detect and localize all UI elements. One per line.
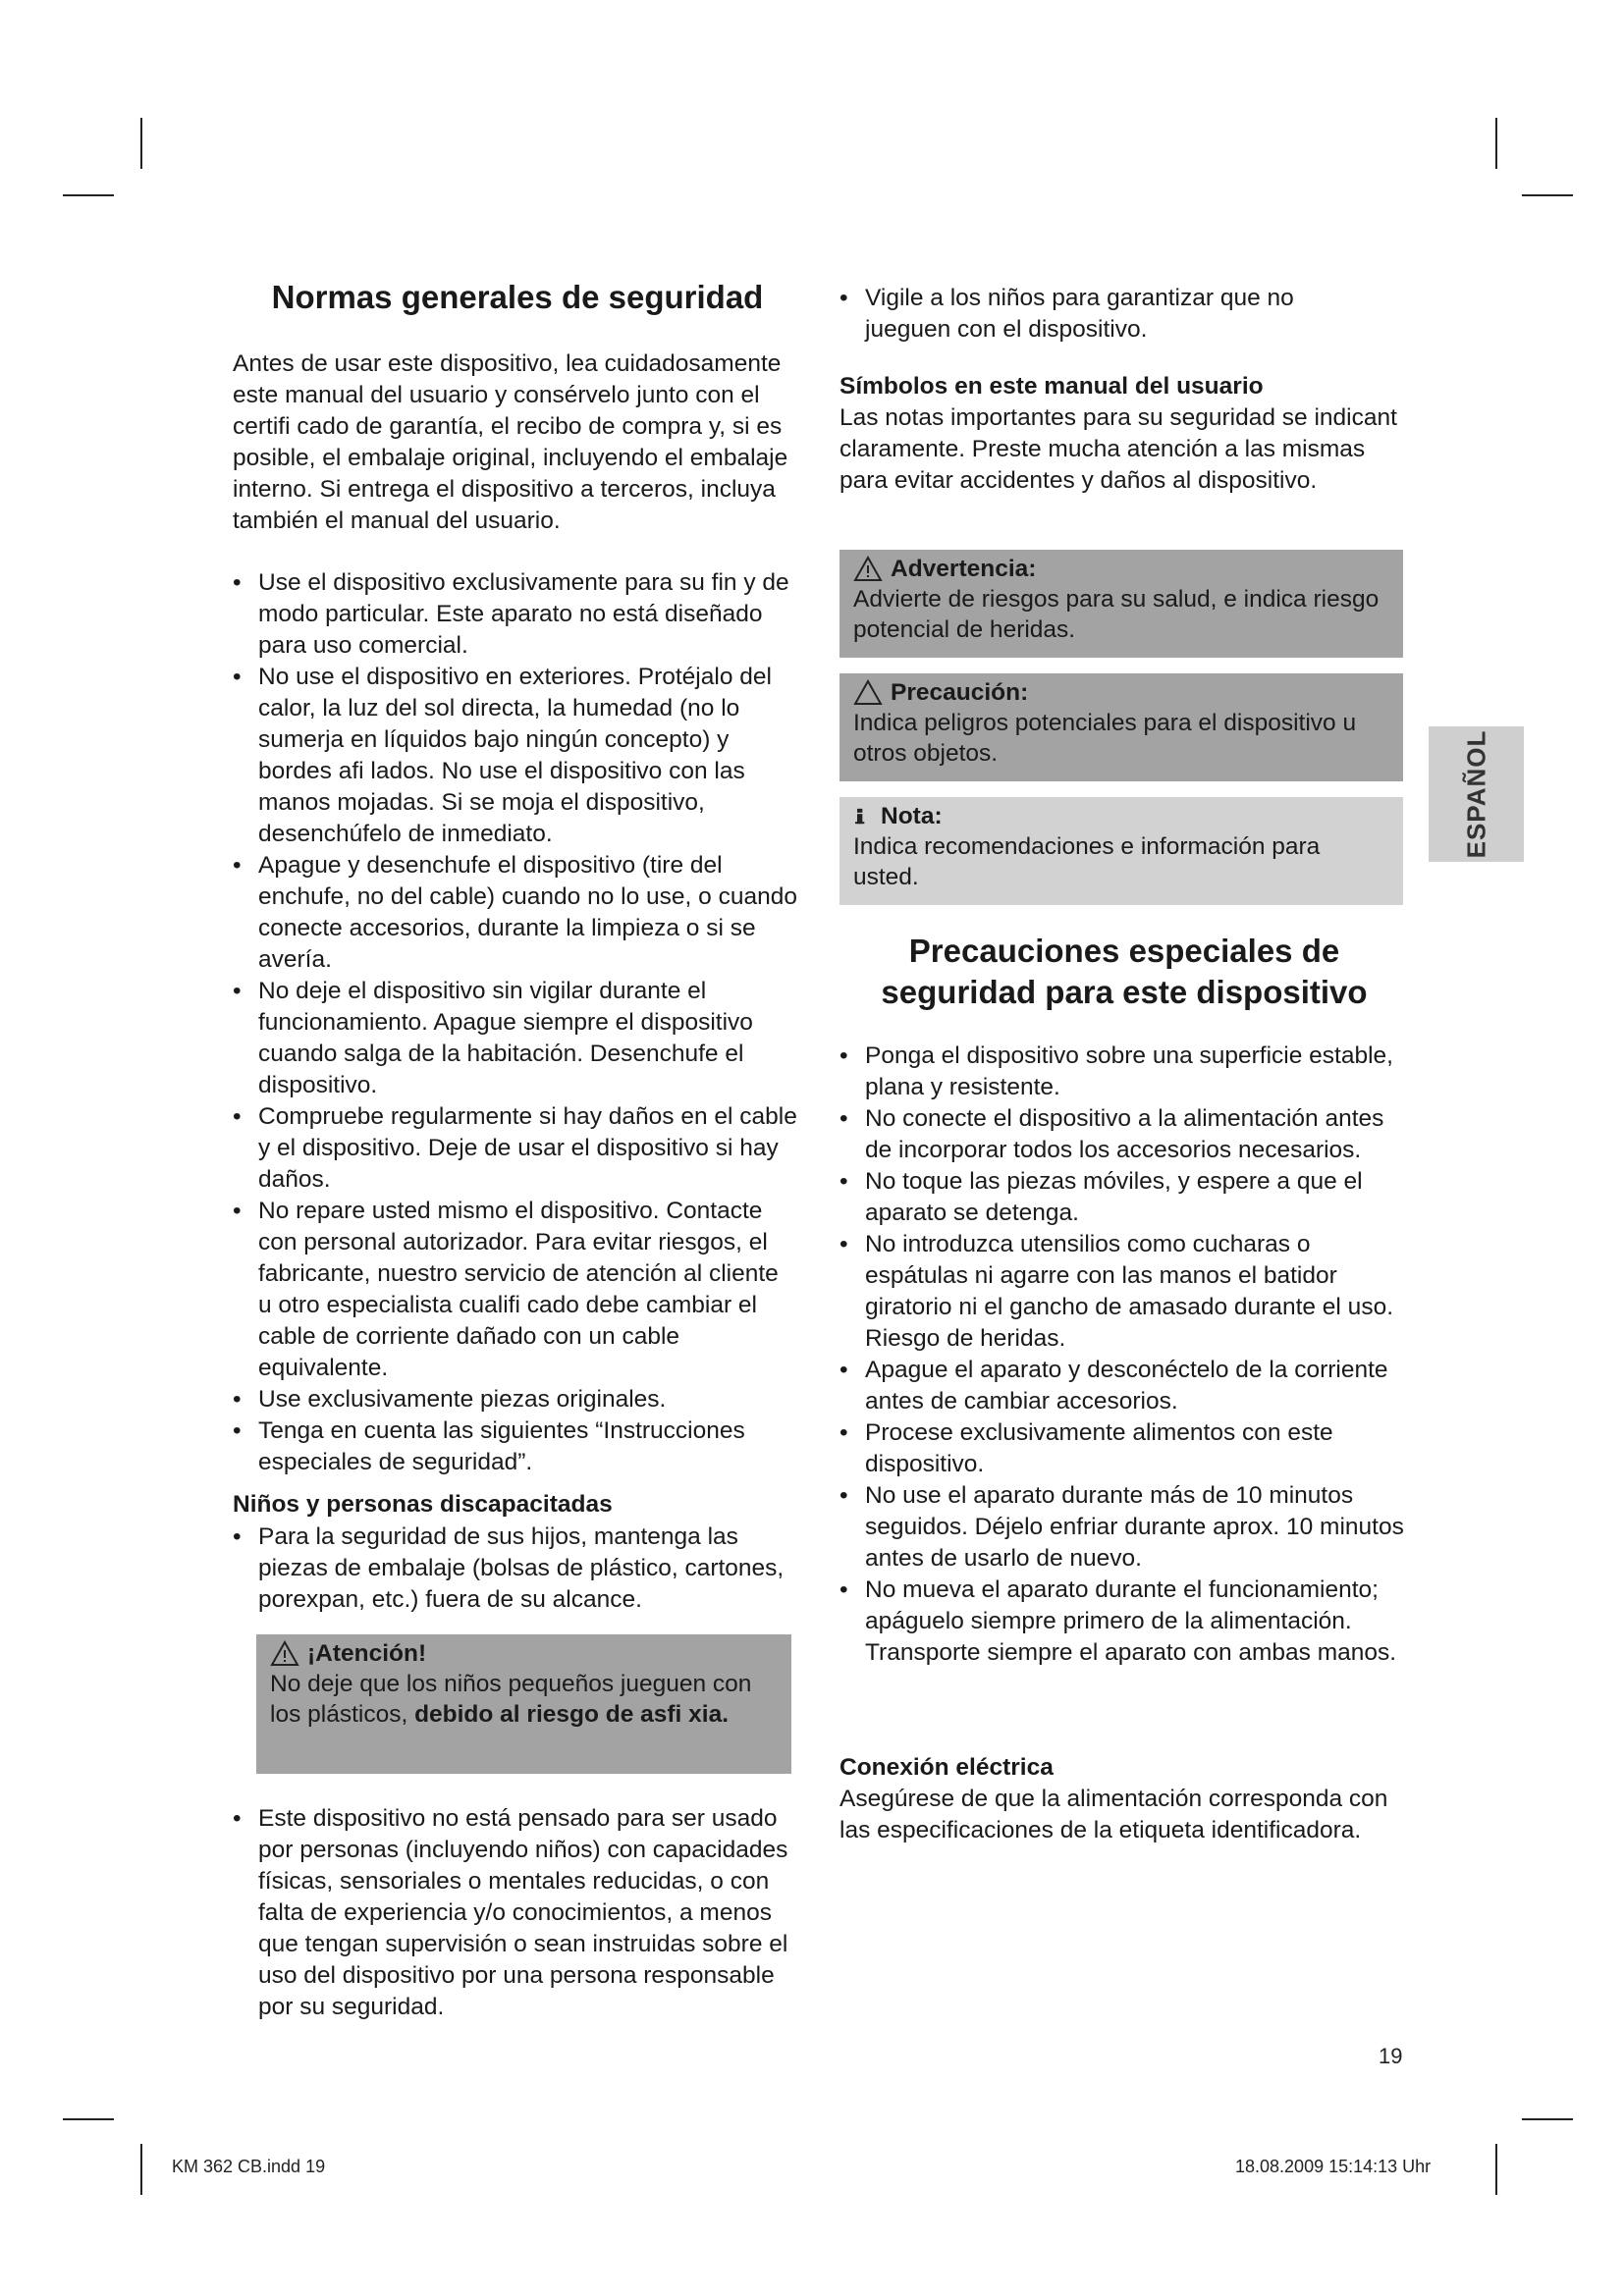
watch-children-list [839,283,1370,346]
warning-triangle-icon [270,1640,299,1667]
list-item: • Tenga en cuenta las siguientes “Instrucciones especiales de seguridad”. [233,1417,745,1475]
list-item: • Compruebe regularmente si hay daños en el cable y el dispositivo. Deje de usar el dispositivo si hay daños. [233,1103,797,1193]
note-box [839,797,1403,905]
page-number: 19 [1379,2044,1403,2068]
crop-mark [1522,194,1573,196]
note-heading: Nota: [853,801,1389,831]
section-title-special-precautions: Precauciones especiales de seguridad para este dispositivo [881,933,1368,1010]
info-icon [853,803,873,829]
list-item: • Use exclusivamente piezas originales. [233,1386,667,1413]
list-item: • Procese exclusivamente alimentos con este dispositivo. [839,1419,1333,1477]
caution-triangle-icon [853,679,883,706]
crop-mark [140,2144,142,2195]
caution-box [839,673,1403,781]
list-item: • Vigile a los niños para garantizar que no jueguen con el dispositivo. [839,285,1294,343]
list-item: • Apague el aparato y desconéctelo de la corriente antes de cambiar accesorios. [839,1357,1388,1415]
footer-file-info: KM 362 CB.indd 19 [172,2157,326,2176]
list-item: • Use el dispositivo exclusivamente para su fin y de modo particular. Este aparato no está diseñado para uso comercial. [233,569,789,659]
list-item: • No toque las piezas móviles, y espere a que el aparato se detenga. [839,1168,1363,1226]
list-item: • No deje el dispositivo sin vigilar durante el funcionamiento. Apague siempre el dispositivo cuando salga de la habitación. Desenchufe el dispositivo. [233,978,753,1098]
caution-text: Indica peligros potenciales para el dispositivo u otros objetos. [853,710,1357,767]
crop-mark [140,118,142,169]
list-item: • Este dispositivo no está pensado para ser usado por personas (incluyendo niños) con capacidades físicas, sensoriales o mentales reducidas, o con falta de experiencia y/o conocimientos, a menos que tengan supervisión o sean instruidas sobre el uso del dispositivo por una persona responsable por su seguridad. [233,1805,788,2020]
list-item: • No conecte el dispositivo a la alimentación antes de incorporar todos los accesorios necesarios. [839,1105,1384,1163]
crop-mark [63,2118,114,2120]
intro-paragraph: Antes de usar este dispositivo, lea cuidadosamente este manual del usuario y consérvelo junto con el certifi cado de garantía, el recibo de compra y, si es posible, el embalaje original, incluyendo el embalaje interno. Si entrega el dispositivo a terceros, incluya también el manual del usuario. [233,350,788,534]
crop-mark [1495,118,1497,169]
attention-box [256,1634,791,1774]
electric-paragraph: Asegúrese de que la alimentación corresponda con las especificaciones de la etiqueta identificadora. [839,1786,1388,1843]
section-title-general-safety: Normas generales de seguridad [271,279,764,315]
list-item: • No repare usted mismo el dispositivo. Contacte con personal autorizador. Para evitar riesgos, el fabricante, nuestro servicio de atención al cliente u otro especialista cualifi cado debe cambiar el cable de corriente dañado con un cable equivalente. [233,1198,779,1381]
warning-text: Advierte de riesgos para su salud, e indica riesgo potencial de heridas. [853,586,1380,643]
general-safety-list [233,567,798,1478]
list-item: • No use el dispositivo en exteriores. Protéjalo del calor, la luz del sol directa, la humedad (no lo sumerja en líquidos bajo ningún concepto) y bordes afi lados. No use el dispositivo con las manos mojadas. Si se moja el dispositivo, desenchúfelo de inmediato. [233,664,772,847]
list-item: • No mueva el aparato durante el funcionamiento; apáguelo siempre primero de la alimentación. Transporte siempre el aparato con ambas manos. [839,1576,1397,1666]
crop-mark [63,194,114,196]
language-side-tab: ESPAÑOL [1429,726,1524,862]
special-precautions-list [839,1041,1409,1669]
list-item: • Ponga el dispositivo sobre una superficie estable, plana y resistente. [839,1042,1393,1100]
crop-mark [1495,2144,1497,2195]
list-item: • No introduzca utensilios como cucharas o espátulas ni agarre con las manos el batidor giratorio ni el gancho de amasado durante el uso. Riesgo de heridas. [839,1231,1393,1352]
electric-heading: Conexión eléctrica [839,1754,1054,1781]
warning-heading: Advertencia: [853,554,1389,584]
warning-box [839,550,1403,658]
warning-triangle-icon [853,556,883,582]
list-item: • Apague y desenchufe el dispositivo (tire del enchufe, no del cable) cuando no lo use, o cuando conecte accesorios, durante la limpieza o si se avería. [233,852,797,973]
footer-timestamp: 18.08.2009 15:14:13 Uhr [1235,2157,1432,2176]
list-item: • Para la seguridad de sus hijos, mantenga las piezas de embalaje (bolsas de plástico, cartones, porexpan, etc.) fuera de su alcance. [233,1523,785,1613]
note-text: Indica recomendaciones e información para usted. [853,833,1321,890]
list-item: • No use el aparato durante más de 10 minutos seguidos. Déjelo enfriar durante aprox. 10 minutos antes de usarlo de nuevo. [839,1482,1404,1572]
children-list [233,1522,798,1616]
attention-heading: ¡Atención! [270,1638,778,1669]
children-heading: Niños y personas discapacitadas [233,1491,613,1518]
symbols-paragraph: Las notas importantes para su seguridad se indicant claramente. Preste mucha atención a las mismas para evitar accidentes y daños al dispositivo. [839,404,1397,494]
symbols-heading: Símbolos en este manual del usuario [839,373,1264,400]
caution-heading: Precaución: [853,677,1389,708]
crop-mark [1522,2118,1573,2120]
attention-text: No deje que los niños pequeños jueguen con los plásticos, debido al riesgo de asfi xia. [270,1671,752,1728]
disabled-persons-list [233,1803,798,2023]
